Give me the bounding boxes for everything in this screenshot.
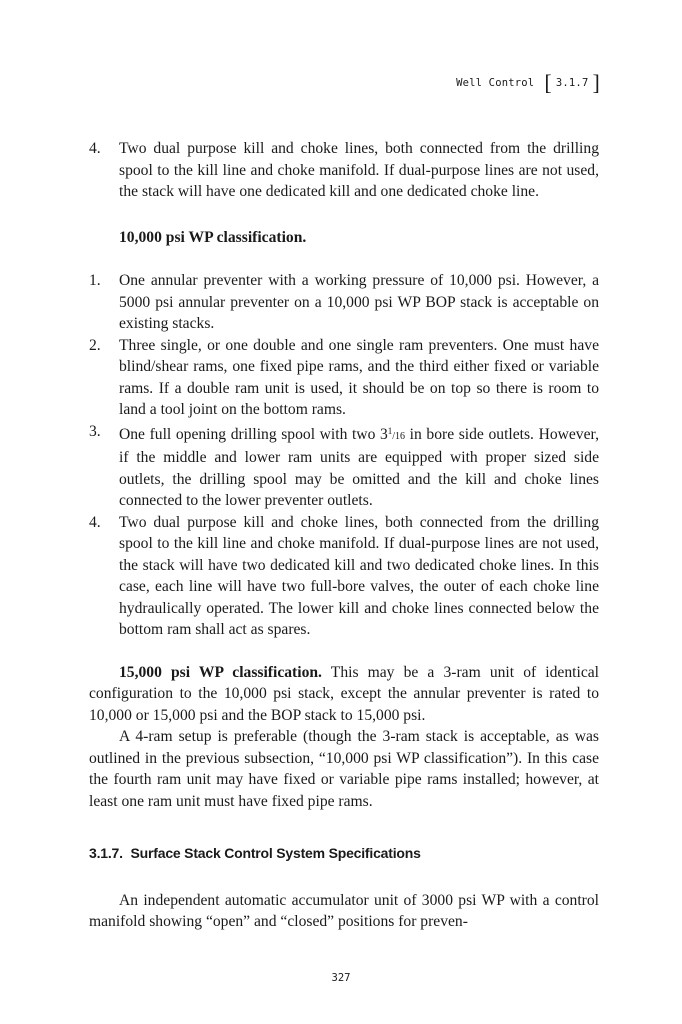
classification-15k-text: This may be a 3-ram unit of identical configuration to the 10,000 psi stack, except the annular preventer is rated to 10,000 or 15,000 psi and the BOP stack to 15,000 psi.	[89, 663, 599, 724]
running-head-bracket-open: [	[544, 70, 552, 95]
section-title: Surface Stack Control System Specifications	[130, 845, 421, 861]
classification-15k-heading: 15,000 psi WP classification.	[119, 663, 322, 681]
spacer	[89, 641, 599, 662]
running-head-title: Well Control	[456, 77, 535, 89]
fraction-numerator: 1	[387, 425, 393, 436]
list-item	[89, 138, 599, 203]
list-item	[89, 335, 599, 421]
list-item-number: 2.	[89, 336, 101, 354]
list-item-number: 3.	[89, 422, 101, 440]
list-item-text: Two dual purpose kill and choke lines, both connected from the drilling spool to the kill line and choke manifold. If dual-purpose lines are not used, the stack will have one dedicated kill and one dedicated choke line.	[119, 140, 599, 200]
running-head	[456, 72, 600, 94]
list-item-number: 4.	[89, 140, 101, 157]
list-5k-continued	[89, 138, 599, 203]
list-item-text: Three single, or one double and one single ram preventers. One must have blind/shear rams, one fixed pipe rams, and the third either fixed or variable rams. If a double ram unit is used, it should be on top so there is room to land a tool joint on the bottom rams.	[119, 336, 599, 418]
list-item	[89, 512, 599, 641]
list-item	[89, 421, 599, 512]
list-item	[89, 270, 599, 335]
page-number: 327	[331, 972, 351, 984]
running-head-bracket-close: ]	[592, 70, 600, 95]
classification-10k-heading: 10,000 psi WP classification.	[119, 228, 307, 246]
section-number: 3.1.7.	[89, 845, 123, 861]
classification-15k-paragraph	[89, 662, 599, 727]
running-head-section: 3.1.7	[555, 77, 589, 89]
list-10k	[89, 270, 599, 641]
body-text	[89, 138, 599, 933]
list-item-text-before: One full opening drilling spool with two 3	[119, 425, 388, 443]
fraction	[387, 425, 406, 442]
fraction-denominator: /16	[392, 430, 406, 442]
list-item-text	[119, 421, 599, 512]
list-item-number: 1.	[89, 272, 101, 289]
list-item-text: One annular preventer with a working pressure of 10,000 psi. However, a 5000 psi annular preventer on a 10,000 psi WP BOP stack is acceptable on existing stacks.	[119, 272, 599, 332]
classification-15k-paragraph-2: A 4-ram setup is preferable (though the 3-ram stack is acceptable, as was outlined in the previous subsection, “10,000 psi WP classification”). In this case the fourth ram unit may have fixed or variable pipe rams installed; however, at least one ram unit must have fixed pipe rams.	[89, 728, 599, 810]
section-paragraph: An independent automatic accumulator unit of 3000 psi WP with a control manifold showing “open” and “closed” positions for preven-	[89, 891, 599, 930]
list-item-text: Two dual purpose kill and choke lines, both connected from the drilling spool to the kill line and choke manifold. If dual-purpose lines are not used, the stack will have two dedicated kill and two dedicated choke lines. In this case, each line will have two full-bore valves, the outer of each choke line hydraulically operated. The lower kill and choke lines connected below the bottom ram shall act as spares.	[119, 513, 599, 638]
list-item-text-after: in bore side outlets. However, if the middle and lower ram units are equipped with proper sized side outlets, the drilling spool may be omitted and the kill and choke lines connected to the lower preventer outlets.	[119, 425, 599, 509]
section-heading	[89, 843, 599, 865]
list-item-number: 4.	[89, 513, 101, 531]
